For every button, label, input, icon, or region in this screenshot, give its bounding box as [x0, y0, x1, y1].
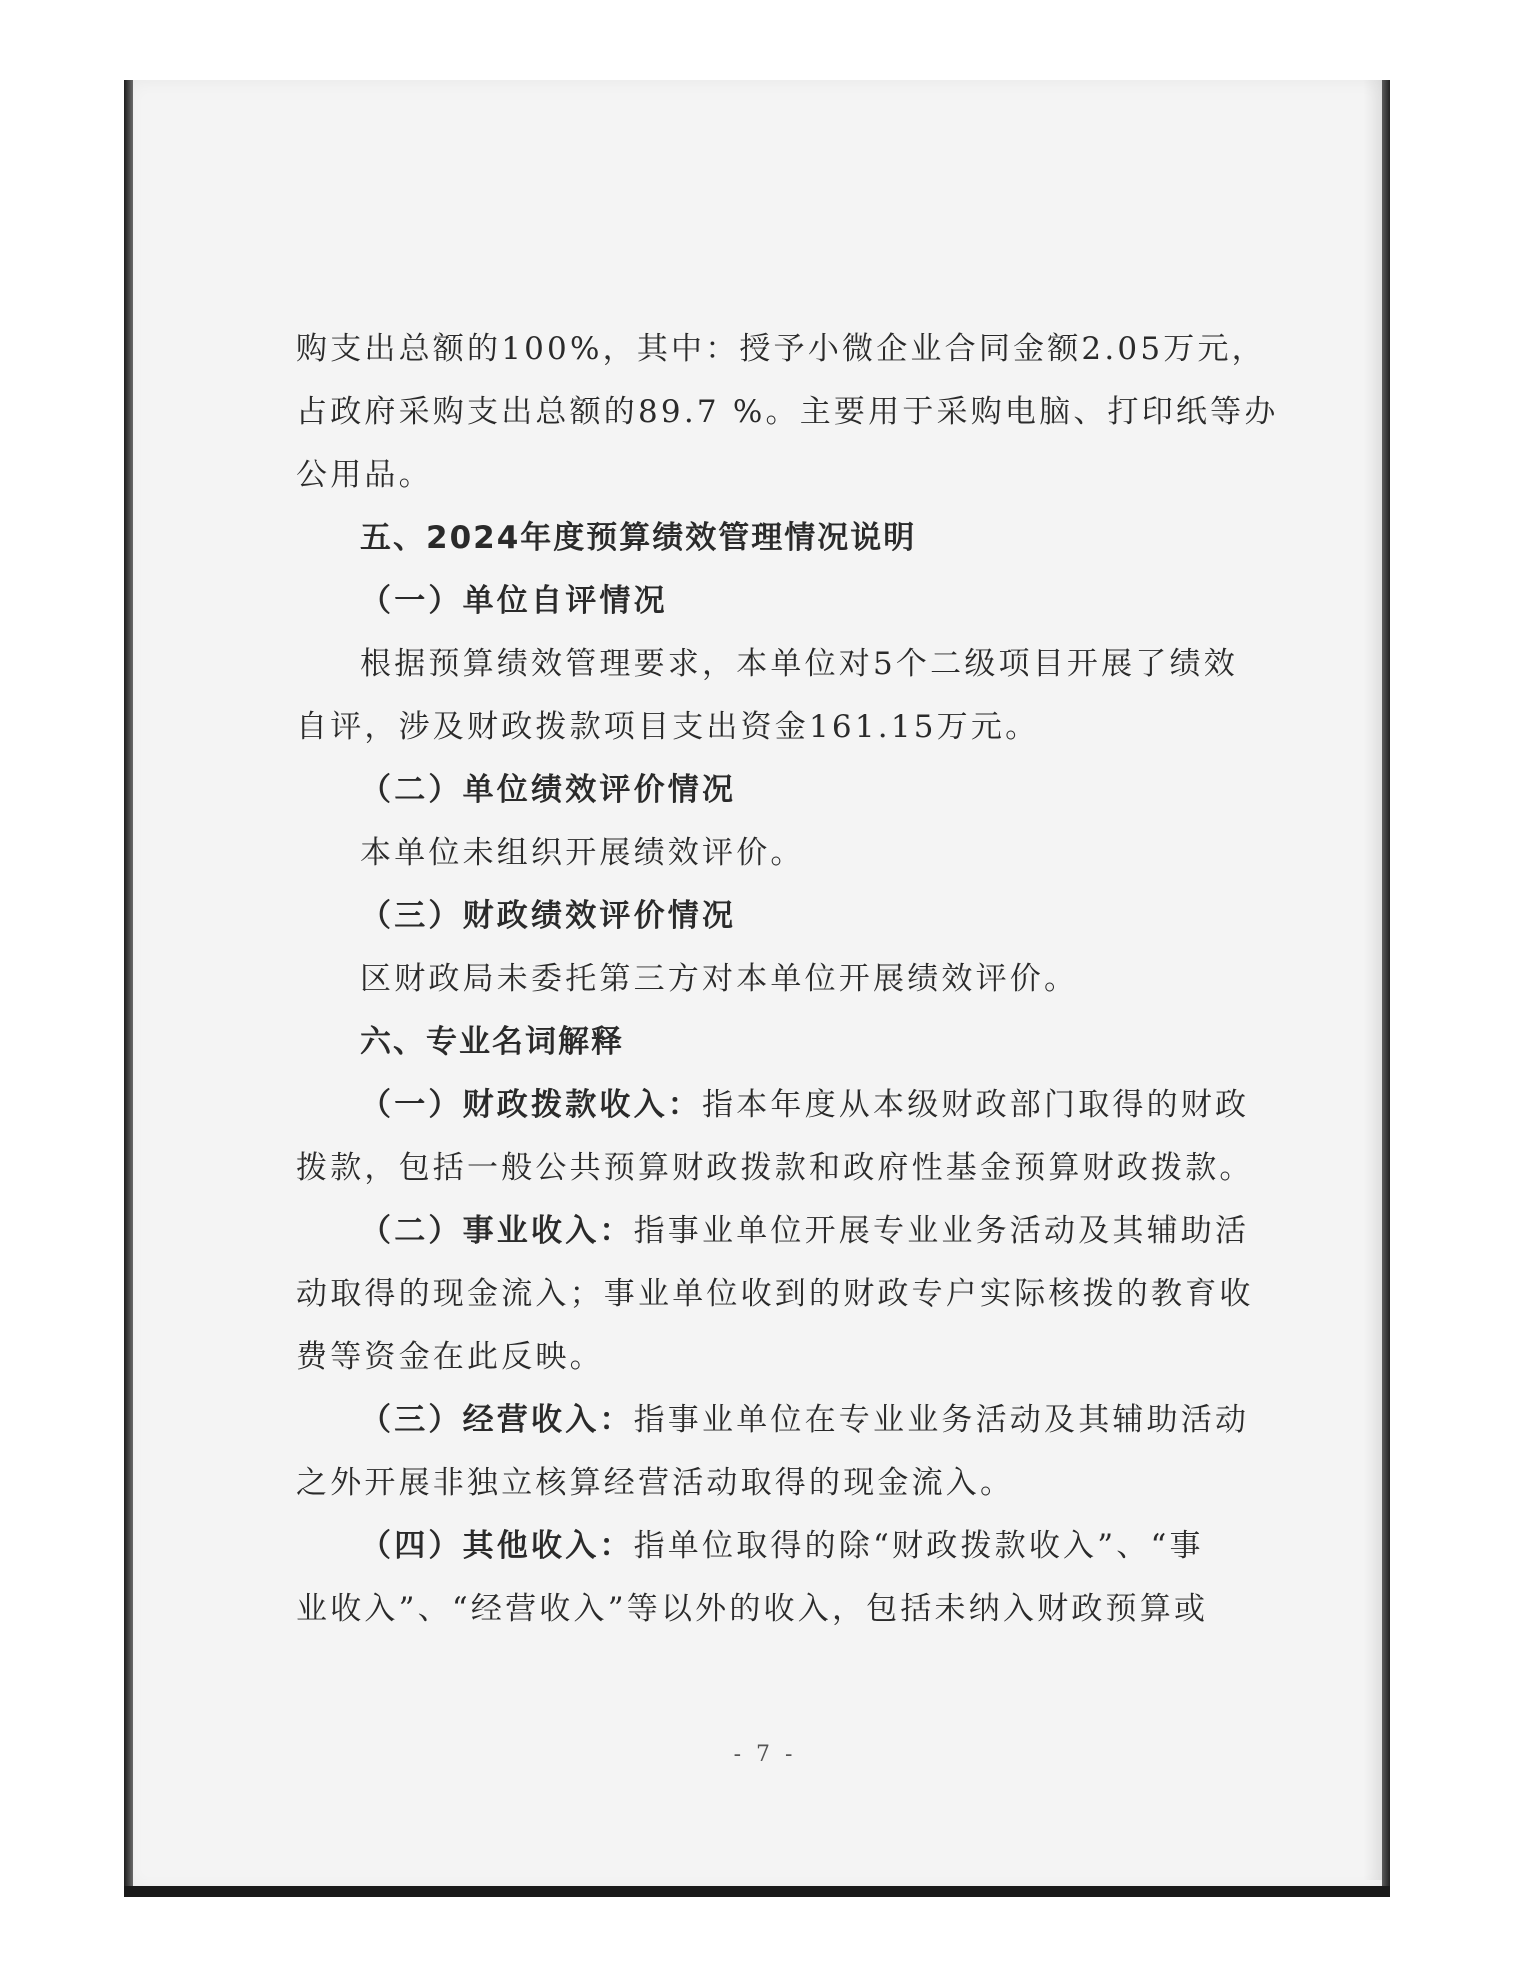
scan-edge-bottom	[124, 1886, 1390, 1897]
term-text: 指事业单位在专业业务活动及其辅助活动	[633, 1402, 1250, 1438]
term-label: （四）其他收入：	[360, 1528, 634, 1564]
page-number: - 7 -	[733, 1742, 797, 1767]
paragraph-line: 占政府采购支出总额的89.7 %。主要用于采购电脑、打印纸等办	[296, 394, 1279, 430]
term-text: 指本年度从本级财政部门取得的财政	[702, 1087, 1250, 1123]
paragraph-line: 动取得的现金流入；事业单位收到的财政专户实际核拨的教育收	[296, 1276, 1254, 1312]
term-definition	[296, 1389, 1250, 1452]
paragraph-line: 拨款，包括一般公共预算财政拨款和政府性基金预算财政拨款。	[296, 1150, 1254, 1186]
subsection-heading-1: （一）单位自评情况	[360, 583, 668, 619]
paragraph-line: 费等资金在此反映。	[296, 1339, 604, 1375]
term-definition	[296, 1074, 1250, 1137]
page-shadow	[1363, 80, 1383, 1880]
paragraph-line: 区财政局未委托第三方对本单位开展绩效评价。	[360, 961, 1079, 997]
subsection-heading-3: （三）财政绩效评价情况	[360, 898, 737, 934]
paragraph-line: 之外开展非独立核算经营活动取得的现金流入。	[296, 1465, 1015, 1501]
section-heading-5: 五、2024年度预算绩效管理情况说明	[360, 520, 917, 556]
term-label: （二）事业收入：	[360, 1213, 634, 1249]
scan-edge-left	[124, 80, 133, 1890]
paragraph-line: 本单位未组织开展绩效评价。	[360, 835, 805, 871]
paragraph-line: 业收入”、“经营收入”等以外的收入，包括未纳入财政预算或	[296, 1591, 1209, 1627]
term-text: 指事业单位开展专业业务活动及其辅助活	[633, 1213, 1250, 1249]
subsection-heading-2: （二）单位绩效评价情况	[360, 772, 737, 808]
term-text: 指单位取得的除“财政拨款收入”、“事	[633, 1528, 1204, 1564]
document-body	[296, 318, 1279, 1641]
term-label: （三）经营收入：	[360, 1402, 634, 1438]
paragraph-line: 自评，涉及财政拨款项目支出资金161.15万元。	[296, 709, 1040, 745]
paragraph-line: 根据预算绩效管理要求，本单位对5个二级项目开展了绩效	[360, 646, 1238, 682]
scan-edge-right	[1382, 80, 1390, 1890]
term-definition	[296, 1515, 1218, 1578]
section-heading-6: 六、专业名词解释	[360, 1024, 624, 1060]
term-label: （一）财政拨款收入：	[360, 1087, 702, 1123]
term-definition	[296, 1200, 1250, 1263]
paragraph-line: 购支出总额的100%，其中：授予小微企业合同金额2.05万元，	[296, 331, 1266, 367]
paragraph-line: 公用品。	[296, 457, 433, 493]
